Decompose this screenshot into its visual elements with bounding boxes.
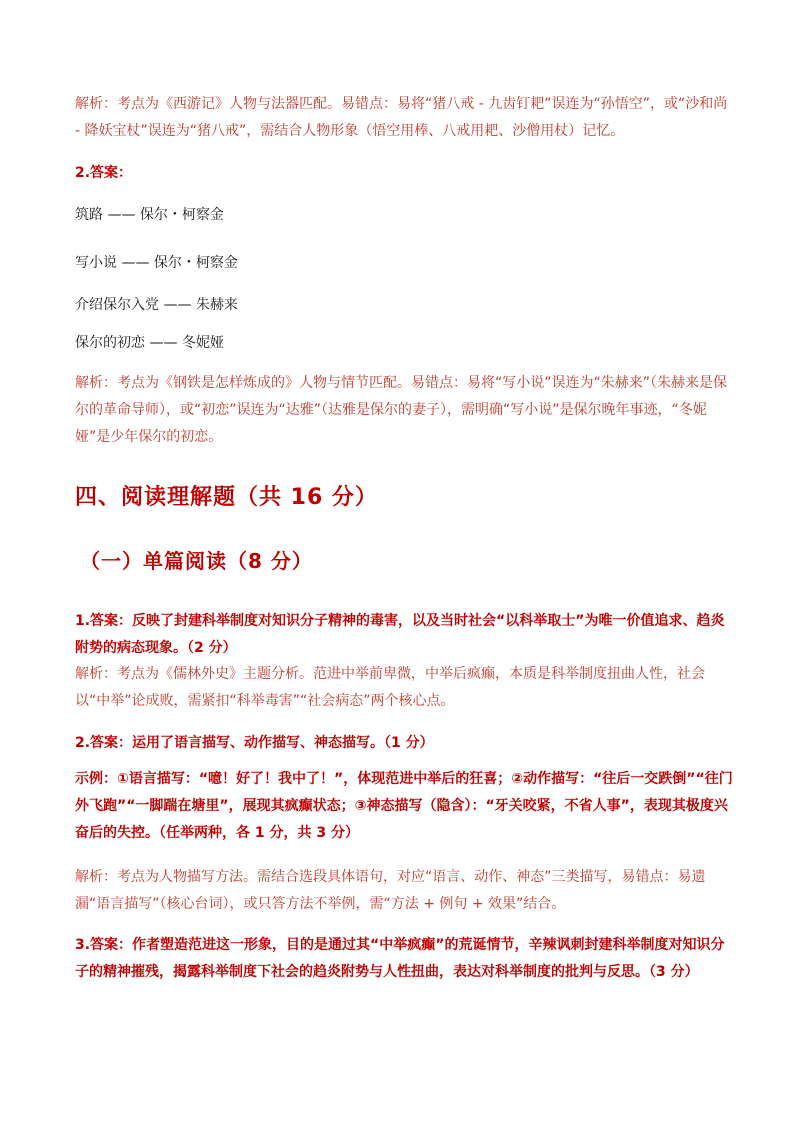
match-pair-2: 写小说 —— 保尔・柯察金	[75, 255, 238, 271]
reading-answer-2: 2.答案：运用了语言描写、动作描写、神态描写。（1 分）	[75, 735, 434, 751]
match-pair-4: 保尔的初恋 —— 冬妮娅	[75, 335, 224, 351]
reading-answer-3: 3.答案：作者塑造范进这一形象，目的是通过其“中举疯癫”的荒诞情节，辛辣讽刺封建科举制度对知识分子的精神摧残，揭露科举制度下社会的趋炎附势与人性扭曲，表达对科举制度的批判与反思。（3 分）	[75, 937, 725, 980]
match-pair-3: 介绍保尔入党 —— 朱赫来	[75, 297, 238, 313]
description-examples: 示例：①语言描写：“噫！好了！我中了！”，体现范进中举后的狂喜；②动作描写：“往后一交跌倒”“往门外飞跑”“一脚踹在塘里”，展现其疯癫状态；③神态描写（隐含）：“牙关咬紧，不省人事”，表现其极度兴奋后的失控。（任举两种，各 1 分，共 3 分）	[75, 771, 733, 841]
description-explanation: 解析：考点为人物描写方法。需结合选段具体语句，对应“语言、动作、神态”三类描写，易错点：易遗漏“语言描写”（核心台词），或只答方法不举例，需“方法 + 例句 + 效果”结合。	[75, 869, 706, 912]
answer-2-label: 2.答案：	[75, 165, 133, 181]
rulin-explanation: 解析：考点为《儒林外史》主题分析。范进中举前卑微，中举后疯癫，本质是科举制度扭曲人性，社会以“中举”论成败，需紧扣“科举毒害”“社会病态”两个核心点。	[75, 666, 705, 709]
gangtie-explanation: 解析：考点为《钢铁是怎样炼成的》人物与情节匹配。易错点：易将“写小说”误连为“朱赫来”（朱赫来是保尔的革命导师），或“初恋”误连为“达雅”（达雅是保尔的妻子），需明确“写小说”是保尔晚年事迹，“冬妮娅”是少年保尔的初恋。	[75, 375, 728, 445]
single-reading-heading: （一）单篇阅读（8 分）	[80, 549, 313, 573]
reading-answer-1: 1.答案：反映了封建科举制度对知识分子精神的毒害，以及当时社会“以科举取士”为唯一价值追求、趋炎附势的病态现象。（2 分）	[75, 613, 725, 656]
match-pair-1: 筑路 —— 保尔・柯察金	[75, 207, 224, 223]
xiyouji-explanation: 解析：考点为《西游记》人物与法器匹配。易错点：易将“猪八戒 - 九齿钉耙”误连为“孙悟空”，或“沙和尚 - 降妖宝杖”误连为“猪八戒”，需结合人物形象（悟空用棒、八戒用耙、沙僧用杖）记忆。	[75, 96, 728, 139]
section-4-heading: 四、阅读理解题（共 16 分）	[75, 485, 378, 510]
